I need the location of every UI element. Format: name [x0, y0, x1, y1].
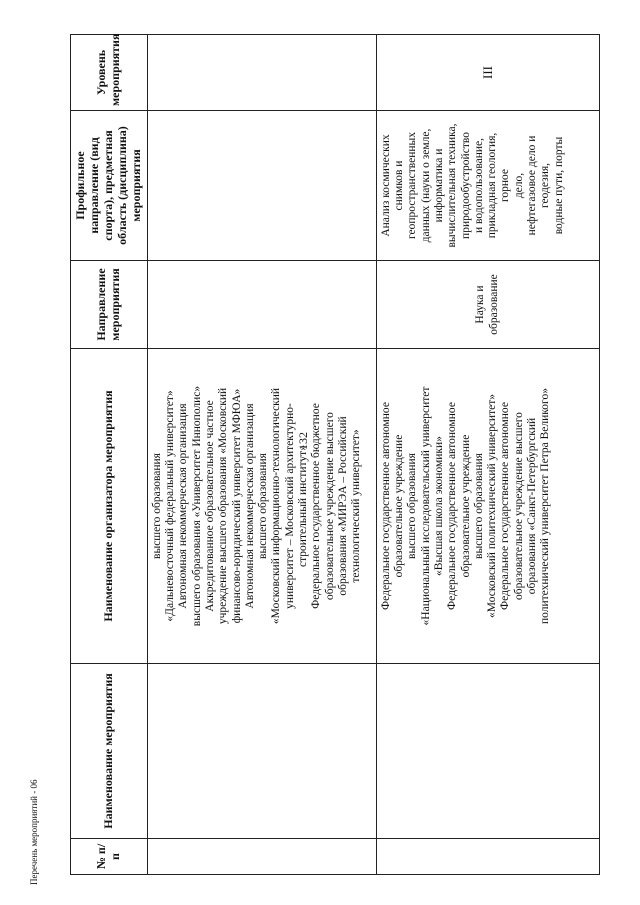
organizer-line: высшего образования — [472, 453, 485, 559]
organizer-line: финансово-юридический университет МФЮА» — [230, 388, 243, 624]
organizer-line: высшего образования — [406, 453, 419, 559]
organizer-line: «Национальный исследовательский университет — [419, 386, 432, 626]
cell-direction — [147, 261, 376, 349]
table-row — [147, 35, 376, 875]
organizer-line: «Высшая школа экономики» — [432, 436, 445, 576]
organizer-line: политехнический университет Петра Великого» — [539, 388, 552, 624]
header-name: Наименование мероприятия — [71, 664, 148, 839]
table-row — [376, 35, 599, 875]
organizer-line: Аккредитованное образовательное частное — [203, 400, 216, 612]
organizer-line: учреждение высшего образования «Московский — [217, 387, 230, 625]
direction-text: Наука и образование — [474, 274, 500, 335]
cell-organizer — [147, 349, 376, 664]
cell-name — [376, 664, 599, 839]
organizer-line: университет – Московский архитектурно- — [283, 403, 296, 609]
cell-organizer — [376, 349, 599, 664]
organizer-line: Федеральное государственное автономное — [499, 402, 512, 610]
organizer-line: Федеральное государственное бюджетное — [310, 403, 323, 609]
organizer-line: технологический университет» — [350, 429, 363, 583]
organizer-line: высшего образования «Университет Иннополис» — [190, 385, 203, 627]
cell-level: III — [376, 35, 599, 111]
profile-line: Анализ космических — [379, 134, 392, 237]
organizer-line: образовательное учреждение — [459, 434, 472, 578]
profile-line: водные пути, порты — [552, 136, 565, 235]
cell-name — [147, 664, 376, 839]
organizer-line: Автономная некоммерческая организация — [243, 403, 256, 609]
organizer-line: высшего образования — [150, 453, 163, 559]
cell-profile — [147, 111, 376, 261]
organizer-line: высшего образования — [257, 453, 270, 559]
profile-line: и водопользование, — [472, 137, 485, 234]
organizer-line: образования «МИРЭА – Российский — [337, 416, 350, 596]
cell-num — [376, 839, 599, 875]
organizer-line: образовательное учреждение высшего — [512, 412, 525, 600]
events-table — [70, 34, 600, 875]
organizer-line: «Московский политехнический университет» — [486, 394, 499, 618]
organizer-line: Автономная некоммерческая организация — [177, 403, 190, 609]
cell-num — [147, 839, 376, 875]
cell-profile — [376, 111, 599, 261]
cell-direction — [376, 261, 599, 349]
organizer-line: Федеральное государственное автономное — [379, 402, 392, 610]
footer-text: Перечень мероприятий - 06 — [29, 779, 39, 885]
header-profile: Профильное направление (вид спорта), предметная область (дисциплина) мероприятия — [71, 111, 148, 261]
profile-line: нефтегазовое дело и — [526, 135, 539, 236]
organizer-line: строительный институт» — [297, 445, 310, 567]
profile-line: геопространственных — [406, 131, 419, 240]
page-number: 132 — [296, 432, 310, 450]
profile-line: дело, — [512, 172, 525, 199]
table-header-row — [71, 35, 148, 875]
profile-line: природообустройство — [459, 132, 472, 239]
header-direction: Направление мероприятия — [71, 261, 148, 349]
organizer-line: образовательное учреждение высшего — [323, 412, 336, 600]
header-organizer: Наименование организатора мероприятия — [71, 349, 148, 664]
organizer-line: «Дальневосточный федеральный университет» — [163, 390, 176, 622]
organizer-line: Федеральное государственное автономное — [446, 402, 459, 610]
profile-line: геодезия, — [539, 162, 552, 209]
profile-line: вычислительная техника, — [446, 123, 459, 248]
organizer-line: образования «Санкт-Петербургский — [526, 417, 539, 595]
profile-line: информатика и — [432, 148, 445, 223]
header-level: Уровень мероприятия — [71, 35, 148, 111]
rotated-table-container — [70, 35, 600, 875]
cell-level — [147, 35, 376, 111]
header-num: № п/п — [71, 839, 148, 875]
profile-line: данных (науки о земле, — [419, 128, 432, 243]
organizer-line: «Московский информационно-технологический — [270, 387, 283, 625]
profile-line: прикладная геология, горное — [486, 132, 512, 239]
organizer-line: образовательное учреждение — [392, 434, 405, 578]
profile-line: снимков и — [392, 160, 405, 211]
